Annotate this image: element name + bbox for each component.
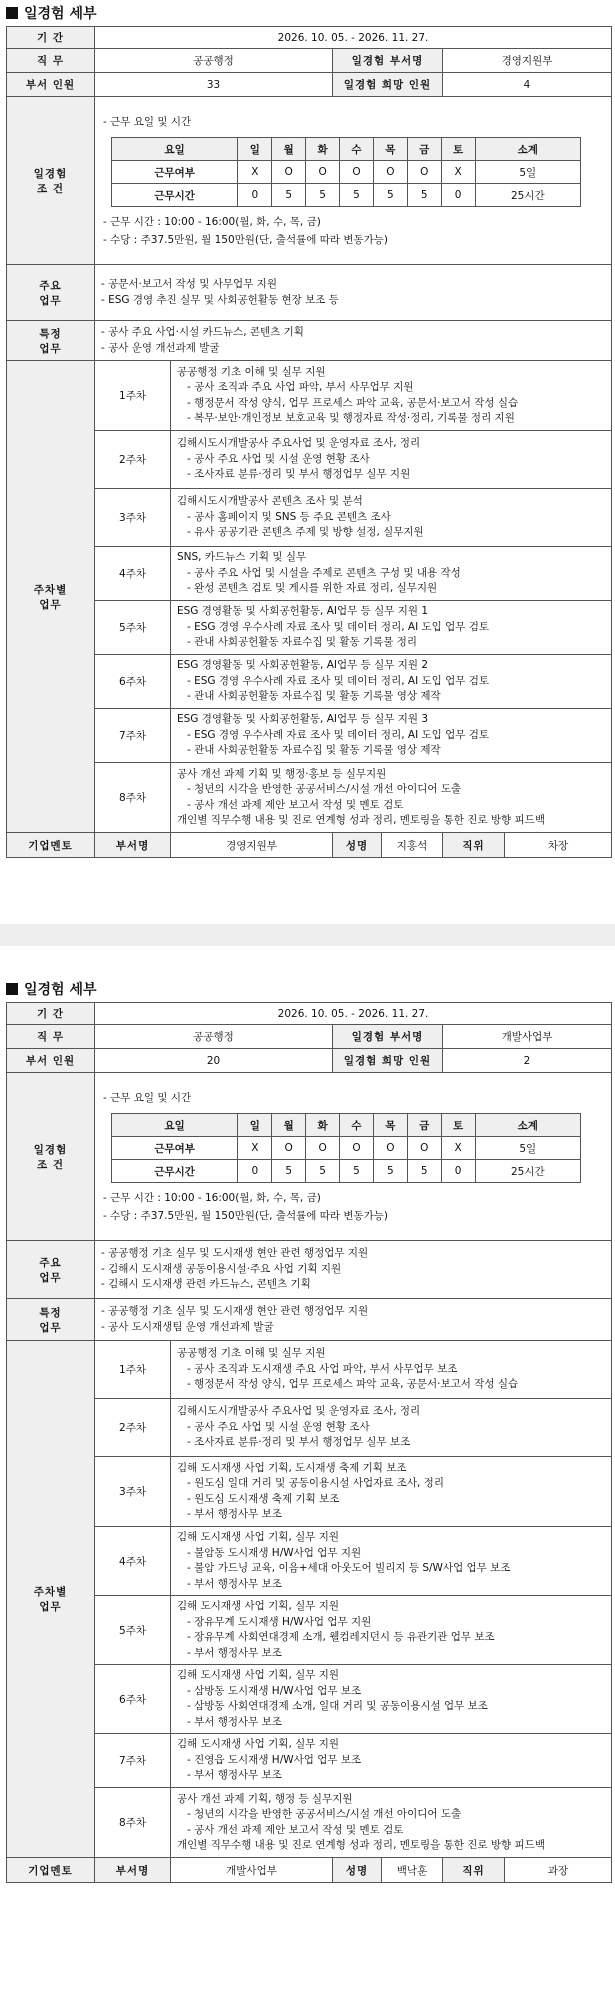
mentor-label: 기업멘토 — [7, 833, 95, 858]
week-label: 5주차 — [95, 601, 171, 655]
week-body — [171, 1399, 612, 1457]
workdays-table — [111, 1113, 581, 1183]
week-label: 8주차 — [95, 1788, 171, 1858]
hope-value: 4 — [443, 73, 612, 97]
wd-cell: 수 — [340, 1114, 374, 1137]
special-tasks-label-line1: 특정 — [39, 1306, 62, 1319]
wd-cell: 0 — [441, 184, 475, 207]
week-body — [171, 489, 612, 547]
week-body — [171, 547, 612, 601]
mentor-position-value: 차장 — [505, 833, 612, 858]
wd-cell: 금 — [407, 1114, 441, 1137]
main-task-line: - 공문서·보고서 작성 및 사무업무 지원 — [101, 278, 277, 290]
condition-label-line2: 조 건 — [37, 1158, 64, 1171]
wd-cell: X — [238, 161, 272, 184]
section-title-text: 일경험 세부 — [24, 982, 97, 998]
main-task-line: - 김해시 도시재생 공동이용시설·주요 사업 기획 지원 — [101, 1262, 342, 1275]
wd-cell: O — [272, 1137, 306, 1160]
mentor-name-value: 지홍석 — [396, 839, 428, 852]
period-label: 기 간 — [7, 1003, 95, 1025]
condition-cell — [95, 97, 612, 265]
weekly-label-line2: 업무 — [39, 598, 62, 611]
period-label: 기 간 — [7, 27, 95, 49]
week-body — [171, 431, 612, 489]
week-body — [171, 1596, 612, 1665]
wd-cell: 근무여부 — [112, 1137, 238, 1160]
week-line: 김해 도시재생 사업 기획, 실무 지원 — [177, 1738, 340, 1751]
wd-cell: O — [373, 1137, 407, 1160]
week-body — [171, 1665, 612, 1734]
week-line: - 부서 행정사무 보조 — [187, 1508, 282, 1520]
main-tasks-label-line2: 업무 — [39, 1271, 62, 1284]
special-task-line: - 공사 주요 사업·시설 카드뉴스, 콘텐츠 기획 — [101, 326, 304, 338]
wd-cell: 0 — [238, 184, 272, 207]
wd-cell: 일 — [238, 1114, 272, 1137]
special-task-line: - 공사 운영 개선과제 발굴 — [101, 341, 220, 354]
wd-cell: 소계 — [475, 1114, 580, 1137]
wd-cell: X — [441, 1137, 475, 1160]
week-line: 개인별 직무수행 내용 및 진로 연계형 성과 정리, 멘토링을 통한 진로 방향 피드백 — [177, 1839, 545, 1851]
workdays-heading: - 근무 요일 및 시간 — [103, 116, 192, 128]
section-title — [6, 0, 615, 26]
week-line: - 부서 행정사무 보조 — [187, 1715, 282, 1728]
week-line: ESG 경영활동 및 사회공헌활동, AI업무 등 실무 지원 1 — [177, 605, 429, 618]
week-body — [171, 655, 612, 709]
week-label: 4주차 — [95, 1527, 171, 1596]
special-tasks-label-line2: 업무 — [39, 342, 62, 355]
special-task-line: - 공공행정 기초 실무 및 도시재생 현안 관련 행정업무 지원 — [101, 1305, 369, 1317]
wd-cell: 5일 — [475, 1137, 580, 1160]
hope-label: 일경험 희망 인원 — [333, 1049, 443, 1073]
week-line: - ESG 경영 우수사례 자료 조사 및 데이터 정리, AI 도입 업무 검토 — [187, 728, 490, 741]
week-line: - 부서 행정사무 보조 — [187, 1577, 282, 1590]
mentor-dept-value: 경영지원부 — [171, 833, 333, 858]
week-line: 김해시도시개발공사 주요사업 및 운영자료 조사, 정리 — [177, 437, 421, 450]
week-label: 6주차 — [95, 655, 171, 709]
mentor-position-label: 직위 — [443, 833, 505, 858]
week-line: - 공사 홈페이지 및 SNS 등 주요 콘텐츠 조사 — [187, 510, 391, 523]
week-line: - 공사 조직과 주요 사업 파악, 부서 사무업무 지원 — [187, 381, 414, 393]
week-line: - ESG 경영 우수사례 자료 조사 및 데이터 정리, AI 도입 업무 검토 — [187, 674, 490, 687]
week-line: - 조사자료 분류·정리 및 부서 행정업무 실무 지원 — [187, 468, 411, 481]
staff-label: 부서 인원 — [7, 1049, 95, 1073]
hope-value: 2 — [443, 1049, 612, 1073]
week-line: 김해 도시재생 사업 기획, 실무 지원 — [177, 1600, 340, 1612]
week-line: 김해시도시개발공사 콘텐츠 조사 및 분석 — [177, 495, 363, 508]
wd-cell: 토 — [441, 1114, 475, 1137]
week-line: - 복무·보안·개인정보 보호교육 및 행정자료 작성·정리, 기록물 정리 지원 — [187, 412, 515, 424]
section-title-text: 일경험 세부 — [24, 6, 97, 22]
wd-cell: 5 — [373, 1160, 407, 1183]
week-line: - 공사 주요 사업 및 시설 운영 현황 조사 — [187, 1420, 370, 1433]
week-line: - 행정문서 작성 양식, 업무 프로세스 파악 교육, 공문서·보고서 작성 실습 — [187, 1378, 519, 1391]
wd-cell: 월 — [272, 138, 306, 161]
weekly-label-line1: 주차별 — [33, 583, 68, 596]
main-tasks-cell — [95, 265, 612, 321]
week-line: - 관내 사회공헌활동 자료수집 및 활동 기록물 영상 제작 — [187, 690, 441, 703]
condition-label — [7, 97, 95, 265]
mentor-name-label: 성명 — [333, 1858, 382, 1882]
week-label: 6주차 — [95, 1665, 171, 1734]
workhours-row — [112, 184, 581, 207]
week-label: 3주차 — [95, 1457, 171, 1527]
wd-cell: 25시간 — [475, 184, 580, 207]
main-task-line: - 공공행정 기초 실무 및 도시재생 현안 관련 행정업무 지원 — [101, 1247, 369, 1260]
condition-label-line2: 조 건 — [37, 182, 64, 195]
week-line: - 장유무계 사회연대경제 소개, 웰컴레지던시 등 유관기관 업무 보조 — [187, 1631, 495, 1643]
duty-value: 공공행정 — [95, 1025, 333, 1049]
staff-value: 20 — [95, 1049, 333, 1073]
week-line: - 장유무계 도시재생 H/W사업 업무 지원 — [187, 1615, 372, 1628]
workdays-header-row — [112, 1114, 581, 1137]
week-line: - 관내 사회공헌활동 자료수집 및 활동 기록물 영상 제작 — [187, 744, 441, 757]
week-label: 7주차 — [95, 1734, 171, 1788]
week-body — [171, 1341, 612, 1399]
special-tasks-cell — [95, 321, 612, 361]
special-tasks-label-line1: 특정 — [39, 327, 62, 340]
main-task-line: - 김해시 도시재생 관련 카드뉴스, 콘텐츠 기획 — [101, 1278, 311, 1291]
week-line: 개인별 직무수행 내용 및 진로 연계형 성과 정리, 멘토링을 통한 진로 방향 피드백 — [177, 814, 545, 826]
special-task-line: - 공사 도시재생팀 운영 개선과제 발굴 — [101, 1320, 274, 1333]
pay-note: - 수당 : 주37.5만원, 월 150만원(단, 출석률에 따라 변동가능) — [103, 1210, 389, 1222]
week-body — [171, 361, 612, 431]
wd-cell: 5 — [407, 184, 441, 207]
mentor-dept-value: 개발사업부 — [171, 1858, 333, 1883]
week-line: - 공사 주요 사업 및 시설을 주제로 콘텐츠 구성 및 내용 작성 — [187, 566, 461, 579]
week-line: - 진영읍 도시재생 H/W사업 업무 보조 — [187, 1753, 362, 1766]
duty-value: 공공행정 — [95, 49, 333, 73]
section-title — [6, 976, 615, 1002]
workdays-row — [112, 1137, 581, 1160]
mentor-position-label: 직위 — [443, 1858, 505, 1883]
week-label: 2주차 — [95, 1399, 171, 1457]
hope-label: 일경험 희망 인원 — [333, 73, 443, 97]
wd-cell: X — [238, 1137, 272, 1160]
week-line: SNS, 카드뉴스 기획 및 실무 — [177, 551, 307, 564]
page-separator — [0, 924, 615, 946]
week-label: 8주차 — [95, 763, 171, 833]
wd-cell: O — [272, 161, 306, 184]
page-gap — [0, 858, 615, 976]
main-task-line: - ESG 경영 추진 실무 및 사회공헌활동 현장 보조 등 — [101, 293, 339, 306]
special-tasks-label-line2: 업무 — [39, 1321, 62, 1334]
wd-cell: 월 — [272, 1114, 306, 1137]
dept-value: 경영지원부 — [443, 49, 612, 73]
mentor-name-group — [333, 1858, 443, 1883]
week-line: - 원도심 도시재생 축제 기획 보조 — [187, 1492, 340, 1505]
week-line: - 공사 개선 과제 제안 보고서 작성 및 멘토 검토 — [187, 798, 404, 811]
week-label: 5주차 — [95, 1596, 171, 1665]
mentor-dept-label: 부서명 — [95, 1858, 171, 1883]
week-label: 1주차 — [95, 1341, 171, 1399]
week-label: 1주차 — [95, 361, 171, 431]
week-line: - 삼방동 도시재생 H/W사업 업무 보조 — [187, 1684, 362, 1697]
wd-cell: 금 — [407, 138, 441, 161]
detail-table — [6, 26, 612, 858]
period-value: 2026. 10. 05. - 2026. 11. 27. — [95, 1003, 612, 1025]
wd-cell: 소계 — [475, 138, 580, 161]
work-hours-note: - 근무 시간 : 10:00 - 16:00(월, 화, 수, 목, 금) — [103, 1192, 321, 1204]
mentor-dept-label: 부서명 — [95, 833, 171, 858]
wd-cell: 요일 — [112, 1114, 238, 1137]
week-body — [171, 709, 612, 763]
section-1 — [0, 0, 615, 858]
main-tasks-label — [7, 1241, 95, 1299]
week-body — [171, 1457, 612, 1527]
week-label: 7주차 — [95, 709, 171, 763]
pay-note: - 수당 : 주37.5만원, 월 150만원(단, 출석률에 따라 변동가능) — [103, 234, 389, 246]
week-line: 김해 도시재생 사업 기획, 도시재생 축제 기획 보조 — [177, 1461, 407, 1474]
wd-cell: 5 — [306, 1160, 340, 1183]
wd-cell: O — [340, 161, 374, 184]
week-line: 공공행정 기초 이해 및 실무 지원 — [177, 365, 326, 378]
week-line: - 부서 행정사무 보조 — [187, 1646, 282, 1659]
wd-cell: 목 — [373, 138, 407, 161]
duty-label: 직 무 — [7, 49, 95, 73]
wd-cell: 5 — [272, 1160, 306, 1183]
week-line: - 청년의 시각을 반영한 공공서비스/시설 개선 아이디어 도출 — [187, 1808, 462, 1820]
week-line: - 원도심 일대 거리 및 공동이용시설 사업자료 조사, 정리 — [187, 1477, 444, 1489]
wd-cell: 5 — [373, 184, 407, 207]
wd-cell: 목 — [373, 1114, 407, 1137]
duty-label: 직 무 — [7, 1025, 95, 1049]
wd-cell: 근무시간 — [112, 184, 238, 207]
week-line: 공사 개선 과제 기획 및 행정·홍보 등 실무지원 — [177, 767, 387, 780]
mentor-name-group — [333, 833, 443, 858]
week-line: - 삼방동 사회연대경제 소개, 일대 거리 및 공동이용시설 업무 보조 — [187, 1700, 488, 1712]
wd-cell: O — [407, 1137, 441, 1160]
section-2 — [0, 976, 615, 1883]
week-line: - 불암 가드닝 교육, 이음+세대 아웃도어 빌리지 등 S/W사업 업무 보조 — [187, 1562, 511, 1574]
wd-cell: 화 — [306, 1114, 340, 1137]
main-tasks-label — [7, 265, 95, 321]
special-tasks-cell — [95, 1299, 612, 1341]
staff-value: 33 — [95, 73, 333, 97]
condition-label-line1: 일경험 — [33, 1143, 68, 1156]
wd-cell: O — [306, 161, 340, 184]
week-line: - 공사 개선 과제 제안 보고서 작성 및 멘토 검토 — [187, 1823, 404, 1836]
week-line: 김해 도시재생 사업 기획, 실무 지원 — [177, 1669, 340, 1681]
dept-value: 개발사업부 — [443, 1025, 612, 1049]
week-body — [171, 1734, 612, 1788]
wd-cell: 25시간 — [475, 1160, 580, 1183]
weekly-label-line2: 업무 — [39, 1601, 62, 1613]
wd-cell: 근무시간 — [112, 1160, 238, 1183]
condition-cell — [95, 1073, 612, 1241]
weekly-label — [7, 1341, 95, 1858]
week-line: 공사 개선 과제 기획, 행정 등 실무지원 — [177, 1792, 353, 1805]
workdays-row — [112, 161, 581, 184]
wd-cell: 요일 — [112, 138, 238, 161]
wd-cell: 5 — [306, 184, 340, 207]
mentor-name-label: 성명 — [333, 833, 382, 857]
wd-cell: X — [441, 161, 475, 184]
week-label: 2주차 — [95, 431, 171, 489]
wd-cell: 5 — [340, 1160, 374, 1183]
wd-cell: 근무여부 — [112, 161, 238, 184]
wd-cell: 수 — [340, 138, 374, 161]
main-tasks-label-line1: 주요 — [39, 279, 62, 292]
week-line: - 조사자료 분류·정리 및 부서 행정업무 실무 보조 — [187, 1436, 411, 1449]
wd-cell: 5일 — [475, 161, 580, 184]
week-line: 공공행정 기초 이해 및 실무 지원 — [177, 1347, 326, 1360]
week-body — [171, 1527, 612, 1596]
period-value: 2026. 10. 05. - 2026. 11. 27. — [95, 27, 612, 49]
special-tasks-label — [7, 1299, 95, 1341]
week-line: 김해시도시개발공사 주요사업 및 운영자료 조사, 정리 — [177, 1405, 421, 1418]
week-line: - 행정문서 작성 양식, 업무 프로세스 파악 교육, 공문서·보고서 작성 실습 — [187, 396, 519, 409]
wd-cell: 토 — [441, 138, 475, 161]
wd-cell: 5 — [407, 1160, 441, 1183]
week-line: - ESG 경영 우수사례 자료 조사 및 데이터 정리, AI 도입 업무 검토 — [187, 620, 490, 633]
wd-cell: 0 — [441, 1160, 475, 1183]
week-label: 4주차 — [95, 547, 171, 601]
week-label: 3주차 — [95, 489, 171, 547]
main-tasks-label-line1: 주요 — [39, 1256, 62, 1269]
dept-label: 일경험 부서명 — [333, 49, 443, 73]
mentor-name-value: 백낙훈 — [396, 1864, 428, 1877]
square-bullet-icon — [6, 7, 18, 19]
mentor-label: 기업멘토 — [7, 1858, 95, 1883]
wd-cell: 5 — [340, 184, 374, 207]
wd-cell: 0 — [238, 1160, 272, 1183]
wd-cell: O — [306, 1137, 340, 1160]
workhours-row — [112, 1160, 581, 1183]
main-tasks-cell — [95, 1241, 612, 1299]
week-line: 김해 도시재생 사업 기획, 실무 지원 — [177, 1531, 340, 1543]
work-hours-note: - 근무 시간 : 10:00 - 16:00(월, 화, 수, 목, 금) — [103, 216, 321, 228]
wd-cell: 5 — [272, 184, 306, 207]
week-body — [171, 1788, 612, 1858]
square-bullet-icon — [6, 983, 18, 995]
dept-label: 일경험 부서명 — [333, 1025, 443, 1049]
week-line: - 관내 사회공헌활동 자료수집 및 활동 기록물 정리 — [187, 636, 418, 649]
week-line: ESG 경영활동 및 사회공헌활동, AI업무 등 실무 지원 3 — [177, 713, 429, 726]
wd-cell: O — [340, 1137, 374, 1160]
main-tasks-label-line2: 업무 — [39, 294, 62, 307]
wd-cell: O — [407, 161, 441, 184]
week-line: - 공사 조직과 도시재생 주요 사업 파악, 부서 사무업무 보조 — [187, 1362, 458, 1375]
condition-label — [7, 1073, 95, 1241]
weekly-label-line1: 주차별 — [33, 1586, 68, 1598]
special-tasks-label — [7, 321, 95, 361]
condition-label-line1: 일경험 — [33, 167, 68, 180]
workdays-header-row — [112, 138, 581, 161]
workdays-table — [111, 137, 581, 207]
week-line: - 유사 공공기관 콘텐츠 주제 및 방향 설정, 실무지원 — [187, 526, 424, 539]
week-line: - 부서 행정사무 보조 — [187, 1769, 282, 1782]
weekly-label — [7, 361, 95, 833]
mentor-position-value: 과장 — [505, 1858, 612, 1883]
detail-table — [6, 1002, 612, 1883]
week-body — [171, 763, 612, 833]
wd-cell: 화 — [306, 138, 340, 161]
week-line: - 청년의 시각을 반영한 공공서비스/시설 개선 아이디어 도출 — [187, 783, 462, 795]
wd-cell: O — [373, 161, 407, 184]
wd-cell: 일 — [238, 138, 272, 161]
week-body — [171, 601, 612, 655]
staff-label: 부서 인원 — [7, 73, 95, 97]
week-line: ESG 경영활동 및 사회공헌활동, AI업무 등 실무 지원 2 — [177, 659, 429, 672]
workdays-heading: - 근무 요일 및 시간 — [103, 1092, 192, 1104]
week-line: - 공사 주요 사업 및 시설 운영 현황 조사 — [187, 452, 370, 465]
week-line: - 완성 콘텐츠 검토 및 게시를 위한 자료 정리, 실무지원 — [187, 582, 438, 595]
week-line: - 불암동 도시재생 H/W사업 업무 지원 — [187, 1546, 362, 1559]
